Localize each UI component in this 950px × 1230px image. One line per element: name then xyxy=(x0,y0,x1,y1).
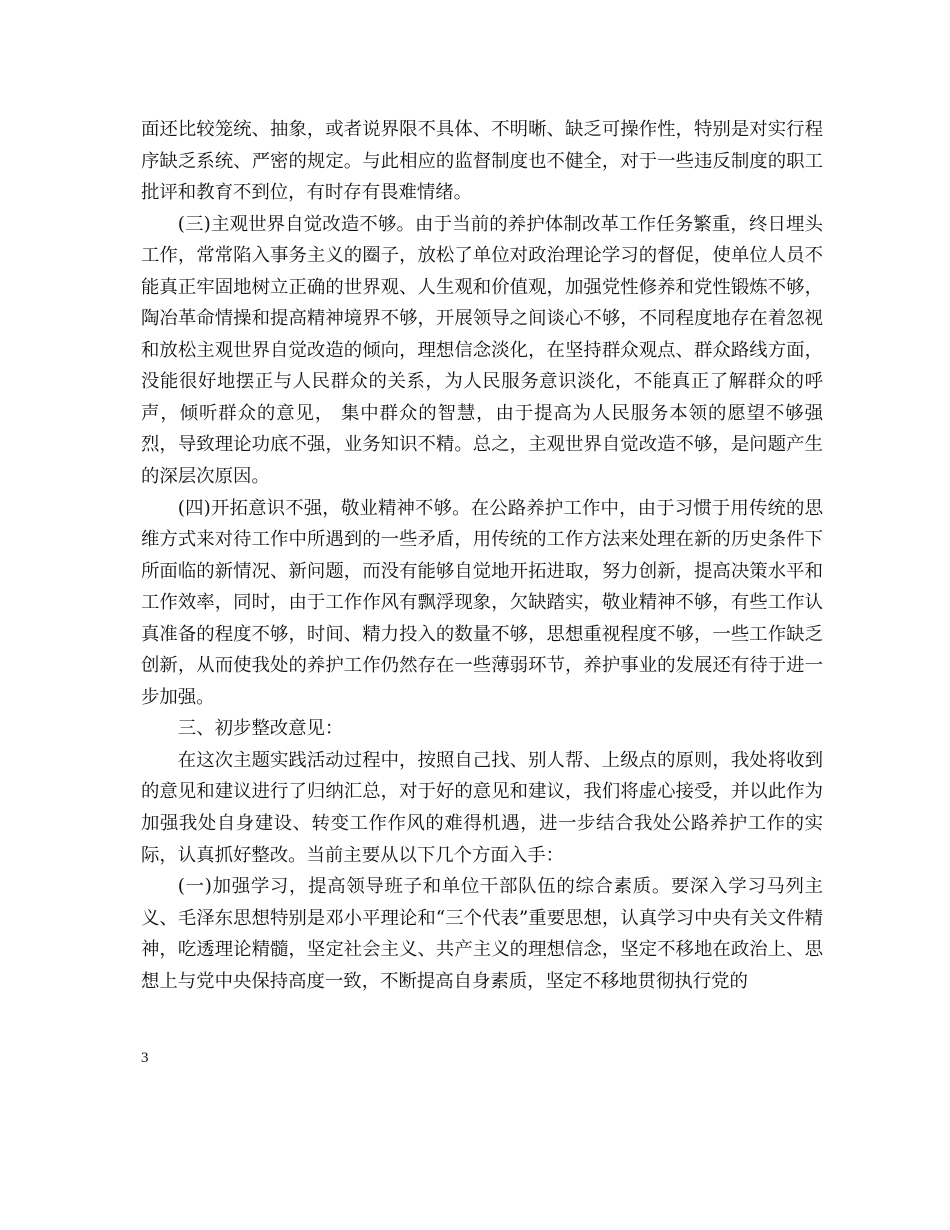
paragraph-section-3-subjective-world: (三)主观世界自觉改造不够。由于当前的养护体制改革工作任务繁重，终日埋头工作，常常陷入事务主义的圈子，放松了单位对政治理论学习的督促，使单位人员不能真正牢固地树立正确的世界观、人生观和价值观，加强党性修养和党性锻炼不够，陶冶革命情操和提高精神境界不够，开展领导之间谈心不够，不同程度地存在着忽视和放松主观世界自觉改造的倾向，理想信念淡化，在坚持群众观点、群众路线方面，没能很好地摆正与人民群众的关系，为人民服务意识淡化，不能真正了解群众的呼声，倾听群众的意见， 集中群众的智慧，由于提高为人民服务本领的愿望不够强烈，导致理论功底不强，业务知识不精。总之，主观世界自觉改造不够，是问题产生的深层次原因。 xyxy=(141,213,823,488)
paragraph-item-1-strengthen-study: (一)加强学习，提高领导班子和单位干部队伍的综合素质。要深入学习马列主义、毛泽东思想特别是邓小平理论和“三个代表”重要思想，认真学习中央有关文件精神，吃透理论精髓，坚定社会主义、共产主义的理想信念，坚定不移地在政治上、思想上与党中央保持高度一致，不断提高自身素质，坚定不移地贯彻执行党的 xyxy=(141,876,823,992)
paragraph-continuation: 面还比较笼统、抽象，或者说界限不具体、不明晰、缺乏可操作性，特别是对实行程序缺乏系统、严密的规定。与此相应的监督制度也不健全，对于一些违反制度的职工批评和教育不到位，有时存有畏难情绪。 xyxy=(141,119,823,204)
paragraph-section-4-pioneering-spirit: (四)开拓意识不强，敬业精神不够。在公路养护工作中，由于习惯于用传统的思维方式来对待工作中所遇到的一些矛盾，用传统的工作方法来处理在新的历史条件下所面临的新情况、新问题，而没有能够自觉地开拓进取，努力创新，提高决策水平和工作效率，同时，由于工作作风有飘浮现象，欠缺踏实，敬业精神不够，有些工作认真准备的程度不够，时间、精力投入的数量不够，思想重视程度不够，一些工作缺乏创新，从而使我处的养护工作仍然存在一些薄弱环节，养护事业的发展还有待于进一步加强。 xyxy=(141,497,823,708)
document-body xyxy=(141,114,823,997)
heading-rectification-opinions: 三、初步整改意见： xyxy=(177,718,344,740)
paragraph-rectification-intro: 在这次主题实践活动过程中，按照自己找、别人帮、上级点的原则，我处将收到的意见和建议进行了归纳汇总，对于好的意见和建议，我们将虚心接受，并以此作为加强我处自身建设、转变工作作风的难得机遇，进一步结合我处公路养护工作的实际，认真抓好整改。当前主要从以下几个方面入手： xyxy=(141,749,823,866)
page-number: 3 xyxy=(141,1050,149,1066)
